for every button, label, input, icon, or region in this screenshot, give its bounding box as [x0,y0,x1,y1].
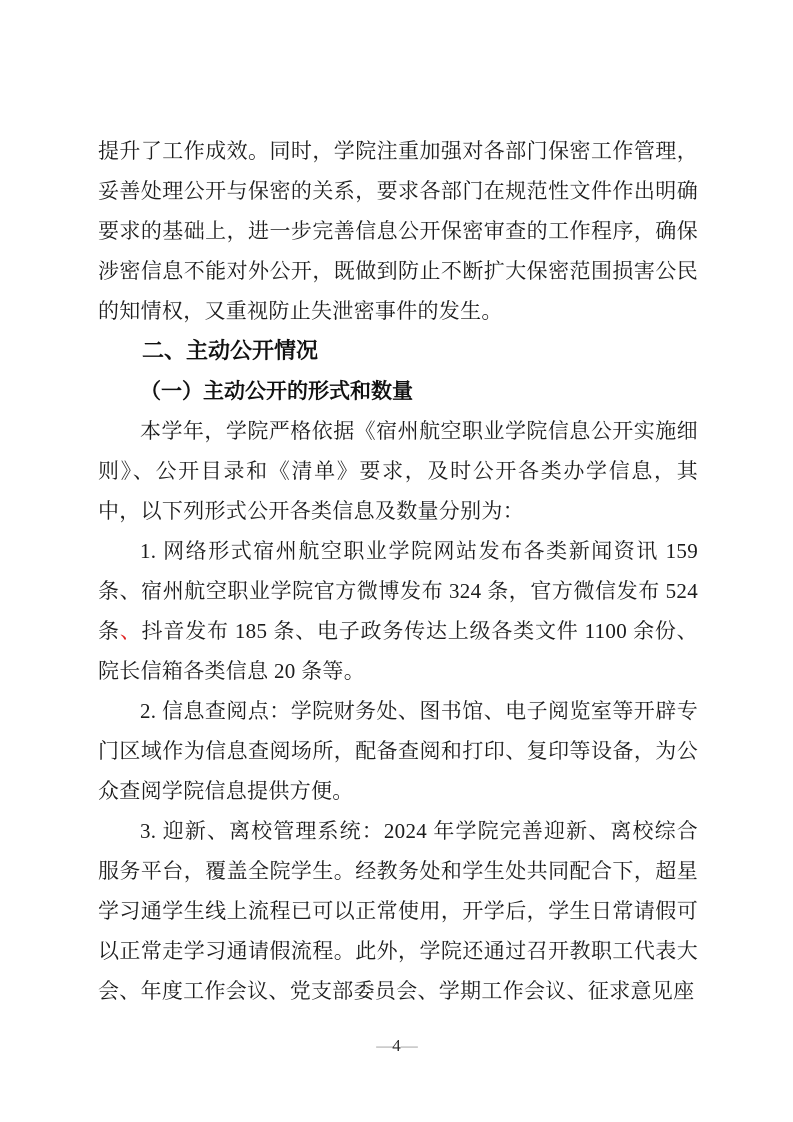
page-number [0,1036,793,1056]
paragraph-overview: 本学年，学院严格依据《宿州航空职业学院信息公开实施细则》、公开目录和《清单》要求，及时公开各类办学信息，其中，以下列形式公开各类信息及数量分别为： [98,419,698,523]
paragraph-item-1-network-disclosure [98,531,698,691]
page-number-value: 4 [392,1036,401,1055]
paragraph-lead-continuation: 提升了工作成效。同时，学院注重加强对各部门保密工作管理，妥善处理公开与保密的关系，要求各部门在规范性文件作出明确要求的基础上，进一步完善信息公开保密审查的工作程序，确保涉密信息不能对外公开，既做到防止不断扩大保密范围损害公民的知情权，又重视防止失泄密事件的发生。 [98,139,698,323]
item1-red-punctuation-mark: 、 [119,619,142,643]
page-number-dash-right: — [400,1036,417,1055]
item1-text-before-red-mark: 1. 网络形式宿州航空职业学院网站发布各类新闻资讯 159 条、宿州航空职业学院官方微博发布 324 条，官方微信发布 524 条 [98,539,698,643]
paragraph-item-3-enrollment-system: 3. 迎新、离校管理系统：2024 年学院完善迎新、离校综合服务平台，覆盖全院学生。经教务处和学生处共同配合下，超星学习通学生线上流程已可以正常使用，开学后，学生日常请假可以正常走学习通请假流程。此外，学院还通过召开教职工代表大会、年度工作会议、党支部委员会、学期工作会议、征求意见座 [98,819,698,1003]
page-number-dash-left: — [376,1036,393,1055]
subsection-heading-forms-and-quantity: （一）主动公开的形式和数量 [140,379,413,403]
section-heading-active-disclosure: 二、主动公开情况 [142,338,319,363]
paragraph-item-2-reading-points: 2. 信息查阅点：学院财务处、图书馆、电子阅览室等开辟专门区域作为信息查阅场所，配备查阅和打印、复印等设备，为公众查阅学院信息提供方便。 [98,699,698,803]
item1-text-after-red-mark: 抖音发布 185 条、电子政务传达上级各类文件 1100 余份、院长信箱各类信息 20 条等。 [98,619,698,683]
document-body [98,131,698,1011]
